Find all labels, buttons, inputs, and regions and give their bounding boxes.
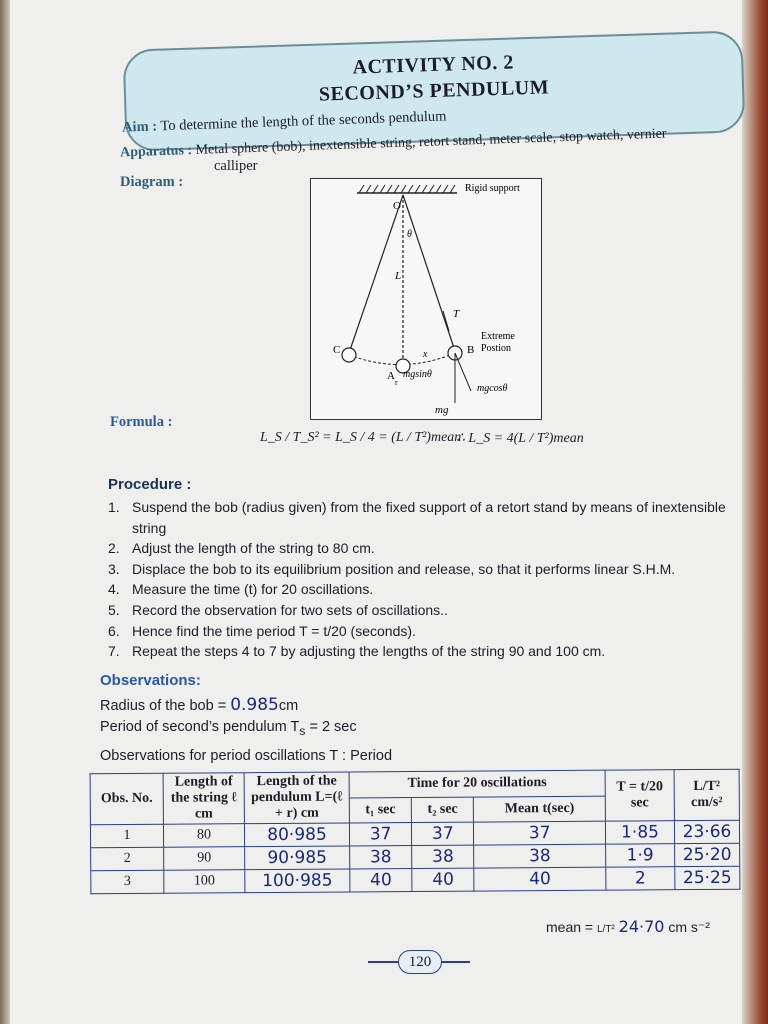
col-length: Length of the string ℓ cm — [163, 773, 244, 825]
radius-line: Radius of the bob = 0.985cm — [100, 695, 299, 715]
procedure-step: 7. Repeat the steps 4 to 7 by adjusting the lengths of the string 90 and 100 cm. — [108, 643, 606, 660]
activity-title: SECOND’S PENDULUM — [318, 76, 550, 106]
pendulum-diagram — [310, 178, 542, 420]
col-pendulum: Length of the pendulum L=(ℓ + r) cm — [244, 772, 349, 824]
col-ratio: L/T² cm/s² — [674, 769, 739, 820]
r-label: r — [395, 378, 398, 387]
mean-result: mean = L/T² 24·70 cm s⁻² — [546, 917, 710, 936]
tension-label: T — [453, 308, 460, 320]
pendulum-diagram-svg — [311, 179, 541, 419]
x-label: x — [423, 349, 428, 360]
procedure-step: string — [132, 519, 167, 536]
apparatus-text: Metal sphere (bob), inextensible string, retort stand, meter scale, stop watch, vernier — [195, 126, 667, 158]
page-left-edge — [0, 0, 10, 1024]
procedure-title: Procedure : — [108, 476, 192, 493]
mean-value: 24·70 — [618, 917, 665, 936]
aim-label: Aim : — [121, 118, 158, 136]
diagram-label: Diagram : — [120, 174, 184, 190]
point-c-label: C — [333, 344, 341, 356]
aim-text: To determine the length of the seconds pendulum — [160, 108, 447, 135]
procedure-step: 5. Record the observation for two sets of oscillations.. — [108, 601, 448, 618]
procedure-step: 3. Displace the bob to its equilibrium position and release, so that it performs linear S.H.M. — [108, 560, 676, 577]
mg-label: mg — [435, 404, 449, 416]
bob-c — [342, 348, 356, 362]
procedure-step: 2. Adjust the length of the string to 80 cm. — [108, 540, 375, 557]
formula-label: Formula : — [110, 414, 173, 430]
period-line: Period of second’s pendulum $T_s = 2$ sec — [100, 719, 357, 738]
length-label: L — [395, 270, 402, 282]
extreme-label-1: Extreme — [481, 331, 515, 342]
table-caption: Observations for period oscillations T : Period — [100, 748, 393, 764]
observations-title: Observations: — [100, 672, 201, 689]
apparatus-text-cont: calliper — [214, 158, 258, 174]
mgsin-label: mgsinθ — [403, 369, 432, 380]
col-obs: Obs. No. — [90, 773, 163, 825]
table-row: 2 90 90·985 38 38 38 1·9 25·20 — [91, 843, 740, 871]
theta-label: θ — [407, 229, 412, 240]
table-row: 1 80 80·985 37 37 37 1·85 23·66 — [90, 820, 739, 848]
procedure-step: 1. Suspend the bob (radius given) from the fixed support of a retort stand by means of inextensible — [108, 499, 726, 515]
point-o-label: O — [393, 200, 401, 212]
page-number-rule-right — [440, 961, 470, 963]
col-time: Time for 20 oscillations — [349, 770, 605, 797]
radius-value: 0.985 — [230, 695, 279, 715]
point-b-label: B — [467, 344, 475, 356]
col-period: T = t/20 sec — [605, 770, 674, 821]
table-row: 3 100 100·985 40 40 40 2 25·25 — [91, 866, 740, 894]
col-t2: t₂ sec — [411, 797, 473, 823]
col-t1: t₁ sec — [349, 797, 411, 823]
activity-number: ACTIVITY NO. 2 — [352, 51, 515, 79]
formula-part-2: ∴ L_S = 4(L / T²)mean — [456, 431, 584, 446]
mgcos-label: mgcosθ — [477, 383, 508, 394]
formula-part-1: L_S / T_S² = L_S / 4 = (L / T²)mean — [260, 430, 462, 445]
col-mean: Mean t(sec) — [474, 796, 606, 822]
apparatus-label: Apparatus : — [119, 143, 193, 161]
page-number: 120 — [398, 950, 442, 974]
procedure-step: 4. Measure the time (t) for 20 oscillations. — [108, 581, 374, 598]
procedure-step: 6. Hence find the time period T = t/20 (seconds). — [108, 622, 416, 639]
point-a-label: A — [387, 370, 395, 382]
page-number-rule-left — [368, 961, 398, 963]
procedure-list — [108, 497, 748, 662]
extreme-label-2: Postion — [481, 343, 512, 354]
observation-table — [90, 769, 741, 895]
rigid-support-label: Rigid support — [465, 183, 520, 194]
